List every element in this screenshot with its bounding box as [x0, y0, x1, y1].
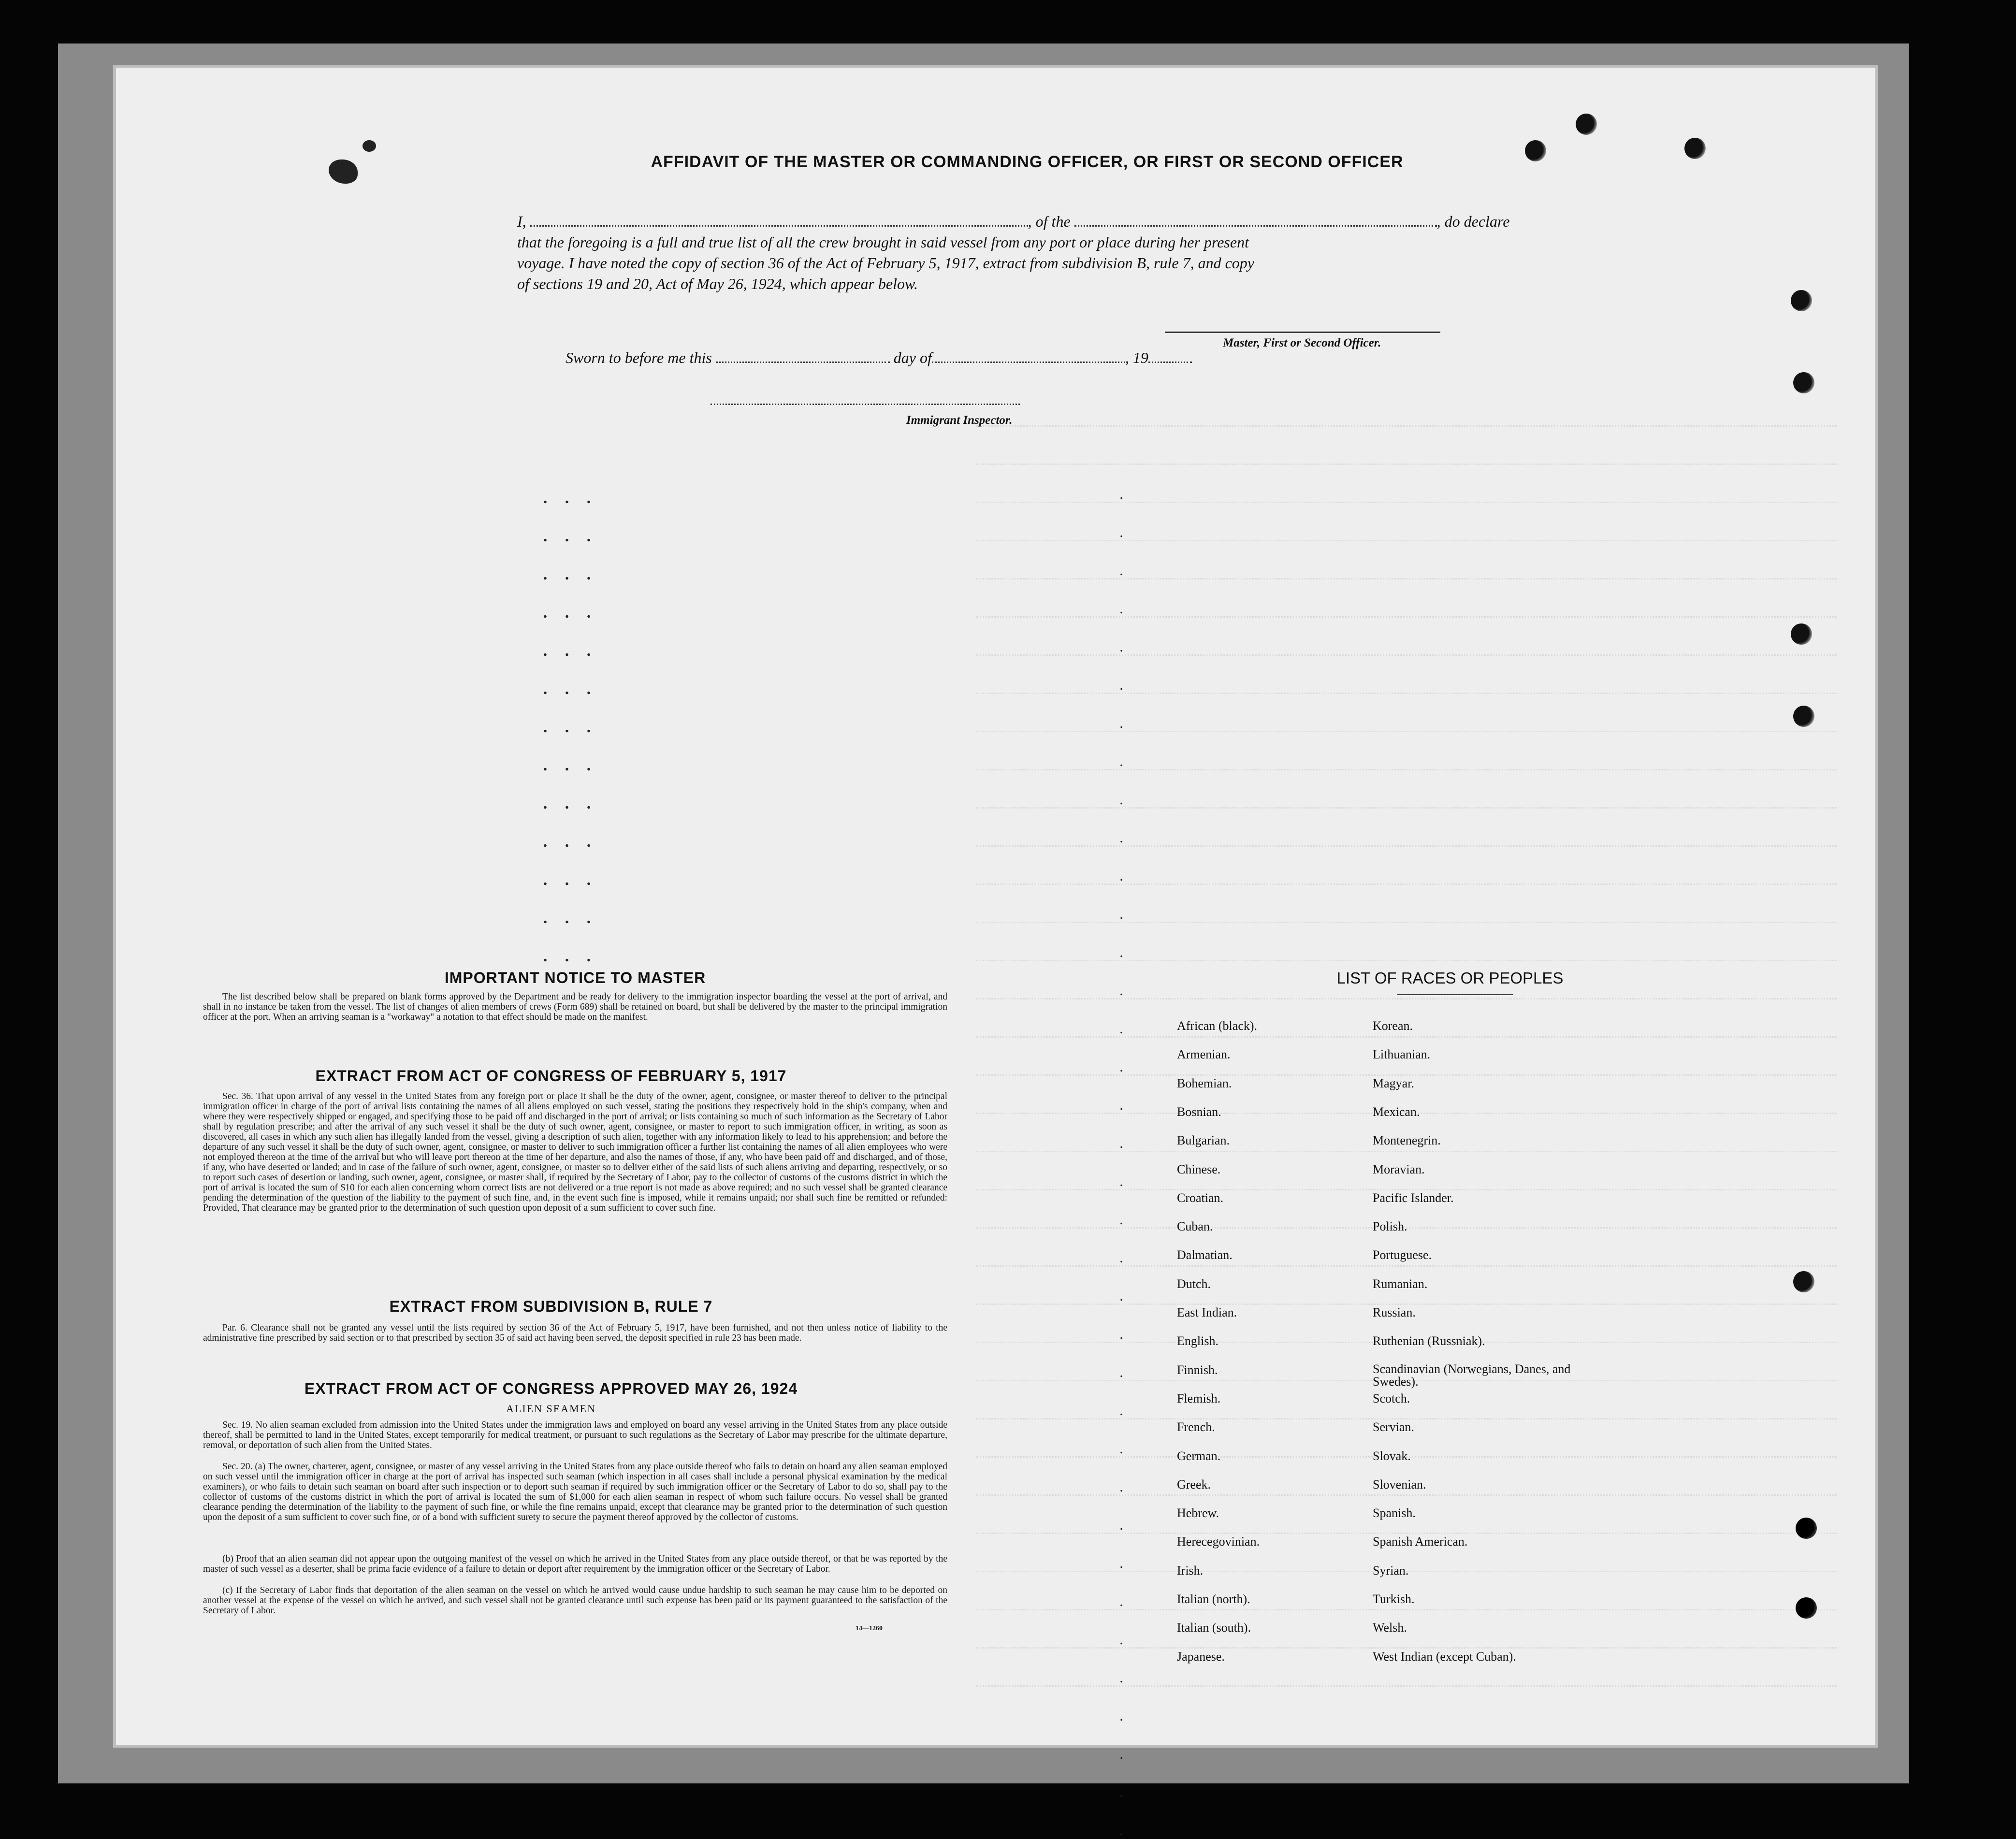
- race-item: Welsh.: [1373, 1621, 1407, 1635]
- row-mark: . . .: [543, 718, 598, 736]
- race-item: Scandinavian (Norwegians, Danes, and Swedes).: [1373, 1361, 1571, 1389]
- bleed-through-row: [976, 941, 1837, 961]
- race-item: Bohemian.: [1177, 1076, 1232, 1090]
- declaration-line-3: voyage. I have noted the copy of section 36 of the Act of February 5, 1917, extract from subdivision B, rule 7, and copy: [517, 254, 1254, 272]
- race-item: French.: [1177, 1420, 1215, 1434]
- row-dot: .: [1119, 1441, 1123, 1457]
- race-item: Japanese.: [1177, 1649, 1225, 1664]
- bleed-through-row: [976, 406, 1837, 427]
- declaration-line-2: that the foregoing is a full and true list of all the crew brought in said vessel from any port or place during her present: [517, 233, 1249, 251]
- row-dot: .: [1119, 677, 1123, 693]
- race-item: Montenegrin.: [1373, 1133, 1441, 1148]
- sec19-text: Sec. 19. No alien seaman excluded from admission into the United States under the immigration laws and employed on board any vessel arriving in the United States from any place outside thereof, shall be permitted to land in the United States, except temporarily for medical treatment, or pursuant to such regulations as the Secretary of Labor may prescribe for the ultimate departure, removal, or deportation of such alien from the United States.: [203, 1420, 947, 1450]
- vessel-blank: [1074, 215, 1437, 227]
- race-item: Finnish.: [1177, 1362, 1218, 1377]
- race-item: Slovak.: [1373, 1448, 1411, 1463]
- row-mark: . . .: [543, 795, 598, 812]
- race-item: Hebrew.: [1177, 1506, 1219, 1520]
- race-item: Dalmatian.: [1177, 1248, 1233, 1262]
- row-mark: . . .: [543, 947, 598, 965]
- row-dot: .: [1119, 1250, 1123, 1266]
- row-dot: .: [1119, 1212, 1123, 1228]
- row-dot: .: [1119, 1097, 1123, 1113]
- race-item: West Indian (except Cuban).: [1373, 1649, 1516, 1664]
- row-dot: .: [1119, 1326, 1123, 1342]
- race-item: Cuban.: [1177, 1219, 1213, 1234]
- bleed-through-row: [976, 673, 1837, 694]
- row-dot: .: [1119, 753, 1123, 769]
- race-item: Croatian.: [1177, 1190, 1224, 1205]
- bleed-through-row: [976, 864, 1837, 885]
- bleed-through-row: [976, 597, 1837, 618]
- punch-hole: [1791, 290, 1812, 311]
- bleed-through-row: [976, 902, 1837, 923]
- master-signature-label: Master, First or Second Officer.: [1223, 336, 1381, 349]
- row-dot: .: [1119, 1364, 1123, 1380]
- row-dot: .: [1119, 1517, 1123, 1533]
- extract-1917-title: EXTRACT FROM ACT OF CONGRESS OF FEBRUARY 5, 1917: [315, 1067, 787, 1085]
- race-item: African (black).: [1177, 1019, 1258, 1033]
- name-blank: [530, 215, 1028, 227]
- row-dot: .: [1119, 944, 1123, 960]
- row-dot: .: [1119, 906, 1123, 922]
- races-title: LIST OF RACES OR PEOPLES: [1336, 969, 1564, 987]
- row-mark: . . .: [543, 833, 598, 851]
- row-mark: . . .: [543, 642, 598, 660]
- punch-hole: [1576, 114, 1597, 135]
- race-item: Slovenian.: [1373, 1477, 1426, 1491]
- row-dot: .: [1119, 983, 1123, 999]
- ink-blot: [329, 159, 358, 184]
- row-dot: .: [1119, 868, 1123, 884]
- row-mark: . . .: [543, 871, 598, 889]
- row-mark: . . .: [543, 489, 598, 507]
- race-item: Syrian.: [1373, 1563, 1409, 1578]
- row-mark: . . .: [543, 680, 598, 698]
- sec20a-text: Sec. 20. (a) The owner, charterer, agent, consignee, or master of any vessel arriving in the United States from any place outside thereof who fails to detain on board any alien seaman employed on such vessel until the immigration officer in charge at the port of arrival has inspected such seaman (which inspection in all cases shall include a personal physical examination by the medical examiners), or who fails to detain such seaman on board after such inspection or to deport such seaman if required by such immigration officer or the Secretary of Labor to do so, shall pay to the collector of customs of the customs district in which the port of arrival is located the sum of $1,000 for each alien seaman in respect of whom such failure occurs. No vessel shall be granted clearance pending the determination of the liability to the payment of such fine, or while the fine remains unpaid, except that clearance may be granted prior to the determination of such question upon the deposit of a sum sufficient to cover such fine, or of a bond with sufficient surety to secure the payment thereof approved by the collector of customs.: [203, 1462, 947, 1522]
- race-item: Dutch.: [1177, 1276, 1211, 1291]
- race-item: Polish.: [1373, 1219, 1407, 1234]
- row-mark: . . .: [543, 909, 598, 927]
- bleed-through-header: [430, 126, 442, 159]
- race-item: Turkish.: [1373, 1592, 1415, 1606]
- row-dot: .: [1119, 715, 1123, 731]
- bleed-through-row: [976, 1666, 1837, 1687]
- row-mark: . . .: [543, 756, 598, 774]
- punch-hole: [1793, 1271, 1814, 1292]
- race-item: Flemish.: [1177, 1391, 1221, 1405]
- row-dot: .: [1119, 1670, 1123, 1686]
- declaration-line-4: of sections 19 and 20, Act of May 26, 1924, which appear below.: [517, 275, 918, 292]
- row-dot: .: [1119, 1479, 1123, 1495]
- row-dot: .: [1119, 1555, 1123, 1571]
- bleed-through-row: [976, 559, 1837, 579]
- row-dot: .: [1119, 1173, 1123, 1189]
- bleed-through-row: [976, 482, 1837, 503]
- master-signature-line: [1165, 332, 1440, 333]
- sec20b-text: (b) Proof that an alien seaman did not appear upon the outgoing manifest of the vessel on which he arrived in the United States from any place outside thereof, or that he was reported by the master of such vessel as a deserter, shall be prima facie evidence of a failure to detain or deport after requirement by the immigration officer or the Secretary of Labor.: [203, 1554, 947, 1574]
- race-item: Rumanian.: [1373, 1276, 1428, 1291]
- race-item: Bulgarian.: [1177, 1133, 1230, 1148]
- race-item: Mexican.: [1373, 1104, 1420, 1119]
- bleed-through-row: [976, 750, 1837, 770]
- sworn-line: Sworn to before me this day of , 19: [566, 349, 1192, 367]
- punch-hole: [1793, 706, 1814, 727]
- punch-hole: [1791, 623, 1812, 645]
- row-mark: . . .: [543, 527, 598, 545]
- declaration-line-1: I, , of the , do declare: [517, 213, 1510, 230]
- ink-blot: [363, 140, 376, 152]
- alien-seamen-subtitle: ALIEN SEAMEN: [506, 1403, 596, 1415]
- row-mark: . . .: [543, 565, 598, 583]
- race-item: English.: [1177, 1334, 1218, 1348]
- extract-1924-title: EXTRACT FROM ACT OF CONGRESS APPROVED MAY 26, 1924: [304, 1380, 798, 1397]
- punch-hole: [1684, 138, 1706, 159]
- race-item: Pacific Islander.: [1373, 1190, 1454, 1205]
- race-item: Irish.: [1177, 1563, 1204, 1578]
- race-item: Herecegovinian.: [1177, 1535, 1260, 1549]
- race-item: Servian.: [1373, 1420, 1414, 1434]
- race-item: Bosnian.: [1177, 1104, 1221, 1119]
- inspector-signature-label: Immigrant Inspector.: [906, 414, 1013, 427]
- row-dot: .: [1119, 1746, 1123, 1762]
- race-item: Armenian.: [1177, 1047, 1231, 1062]
- notice-title: IMPORTANT NOTICE TO MASTER: [444, 969, 706, 986]
- bleed-through-row: [976, 521, 1837, 541]
- subdivision-b-title: EXTRACT FROM SUBDIVISION B, RULE 7: [389, 1298, 713, 1315]
- row-dot: .: [1119, 792, 1123, 808]
- row-dot: .: [1119, 486, 1123, 502]
- sworn-date-blank: [716, 351, 890, 363]
- subdivision-b-text: Par. 6. Clearance shall not be granted any vessel until the lists required by section 36 of the Act of February 5, 1917, have been furnished, and not then unless notice of liability to the administrative fine prescribed by said section or to that prescribed by section 35 of said act having been served, the deposit specified in rule 23 has been made.: [203, 1323, 947, 1343]
- race-item: Ruthenian (Russniak).: [1373, 1334, 1485, 1348]
- race-item: Scotch.: [1373, 1391, 1410, 1405]
- row-dot: .: [1119, 1403, 1123, 1419]
- document-page: [116, 68, 1875, 1839]
- row-dot: .: [1119, 1823, 1123, 1839]
- extract-1917-text: Sec. 36. That upon arrival of any vessel in the United States from any foreign port or place it shall be the duty of the owner, agent, consignee, or master thereof to deliver to the principal immigration officer in charge of the port of arrival lists containing the names of all aliens employed on such vessel, stating the positions they respectively hold in the ship's company, when and where they were respectively shipped or engaged, and specifying those to be paid off and discharged in the port of arrival; or lists containing so much of such information as the Secretary of Labor shall by regulation prescribe; and after the arrival of any such vessel it shall be the duty of such owner, agent, consignee, or master to report to such immigration officer, in writing, as soon as discovered, all cases in which any such alien has illegally landed from the vessel, giving a description of such alien, together with any information likely to lead to his apprehension; and before the departure of any such vessel it shall be the duty of such owner, agent, consignee, or master to deliver to such immigration officer a further list containing the names of all alien employees who were not employed thereon at the time of the arrival but who will leave port thereon at the time of her departure, and also the names of those, if any, who have been paid off and discharged, and of those, if any, who have deserted or landed; and in case of the failure of such owner, agent, consignee, or master so to deliver either of the said lists of such aliens arriving and departing, respectively, or so to report such cases of desertion or landing, such owner, agent, consignee, or master shall, if required by the Secretary of Labor, pay to the collector of customs of the customs district in which the port of arrival is located the sum of $10 for each alien concerning whom correct lists are not delivered or a true report is not made as above required; and no such vessel shall be granted clearance pending the determination of the question of the liability to the payment of such fine, and, in the event such fine is imposed, while it remains unpaid; nor shall such fine be remitted or refunded: Provided, That clearance may be granted prior to the determination of such question upon deposit of a sum sufficient to cover such fine.: [203, 1091, 947, 1213]
- bleed-through-row: [976, 635, 1837, 656]
- punch-hole: [1793, 372, 1814, 393]
- race-item: Russian.: [1373, 1305, 1416, 1319]
- form-number: 14—1260: [856, 1625, 883, 1632]
- row-dot: .: [1119, 1021, 1123, 1037]
- row-dot: .: [1119, 1593, 1123, 1609]
- bleed-through-row: [976, 826, 1837, 847]
- sec20c-text: (c) If the Secretary of Labor finds that deportation of the alien seaman on the vessel on which he arrived would cause undue hardship to such seaman he may cause him to be deported on another vessel at the expense of the vessel on which he arrived, and such vessel shall not be granted clearance until such expense has been paid or its payment guaranteed to the satisfaction of the Secretary of Labor.: [203, 1585, 947, 1616]
- row-dot: .: [1119, 830, 1123, 846]
- race-item: Greek.: [1177, 1477, 1211, 1491]
- bleed-through-row: [976, 788, 1837, 809]
- row-dot: .: [1119, 601, 1123, 617]
- race-item: Spanish American.: [1373, 1535, 1468, 1549]
- row-dot: .: [1119, 1708, 1123, 1724]
- row-dot: .: [1119, 1135, 1123, 1151]
- race-item: Korean.: [1373, 1019, 1413, 1033]
- notice-text: The list described below shall be prepared on blank forms approved by the Department and be ready for delivery to the immigration inspector boarding the vessel at the port of arrival, and shall in no instance be taken from the vessel. The list of changes of alien members of crews (Form 689) shall be retained on board, but shall be delivered by the master to the principal immigration officer at the port. When an arriving seaman is a "workaway" a notation to that effect should be made on the manifest.: [203, 992, 947, 1022]
- race-item: Italian (north).: [1177, 1592, 1250, 1606]
- sworn-year-blank: [1148, 351, 1192, 363]
- race-item: Italian (south).: [1177, 1621, 1251, 1635]
- row-dot: .: [1119, 639, 1123, 655]
- inspector-signature-line: [711, 404, 1020, 405]
- row-dot: .: [1119, 1288, 1123, 1304]
- race-item: Portuguese.: [1373, 1248, 1432, 1262]
- race-item: East Indian.: [1177, 1305, 1237, 1319]
- race-item: Chinese.: [1177, 1162, 1221, 1176]
- row-dot: .: [1119, 1632, 1123, 1648]
- sworn-month-blank: [932, 351, 1125, 363]
- race-item: German.: [1177, 1448, 1221, 1463]
- race-item: Moravian.: [1373, 1162, 1425, 1176]
- affidavit-title: AFFIDAVIT OF THE MASTER OR COMMANDING OFFICER, OR FIRST OR SECOND OFFICER: [651, 153, 1404, 171]
- bleed-through-row: [976, 711, 1837, 732]
- race-item: Magyar.: [1373, 1076, 1414, 1090]
- punch-hole: [1796, 1518, 1817, 1539]
- row-dot: .: [1119, 563, 1123, 579]
- row-dot: .: [1119, 1784, 1123, 1800]
- race-item: Lithuanian.: [1373, 1047, 1431, 1062]
- punch-hole: [1796, 1597, 1817, 1619]
- races-title-rule: [1397, 994, 1513, 995]
- row-dot: .: [1119, 1059, 1123, 1075]
- row-dot: .: [1119, 524, 1123, 540]
- row-mark: . . .: [543, 604, 598, 622]
- race-item: Spanish.: [1373, 1506, 1416, 1520]
- bleed-through-row: [976, 444, 1837, 465]
